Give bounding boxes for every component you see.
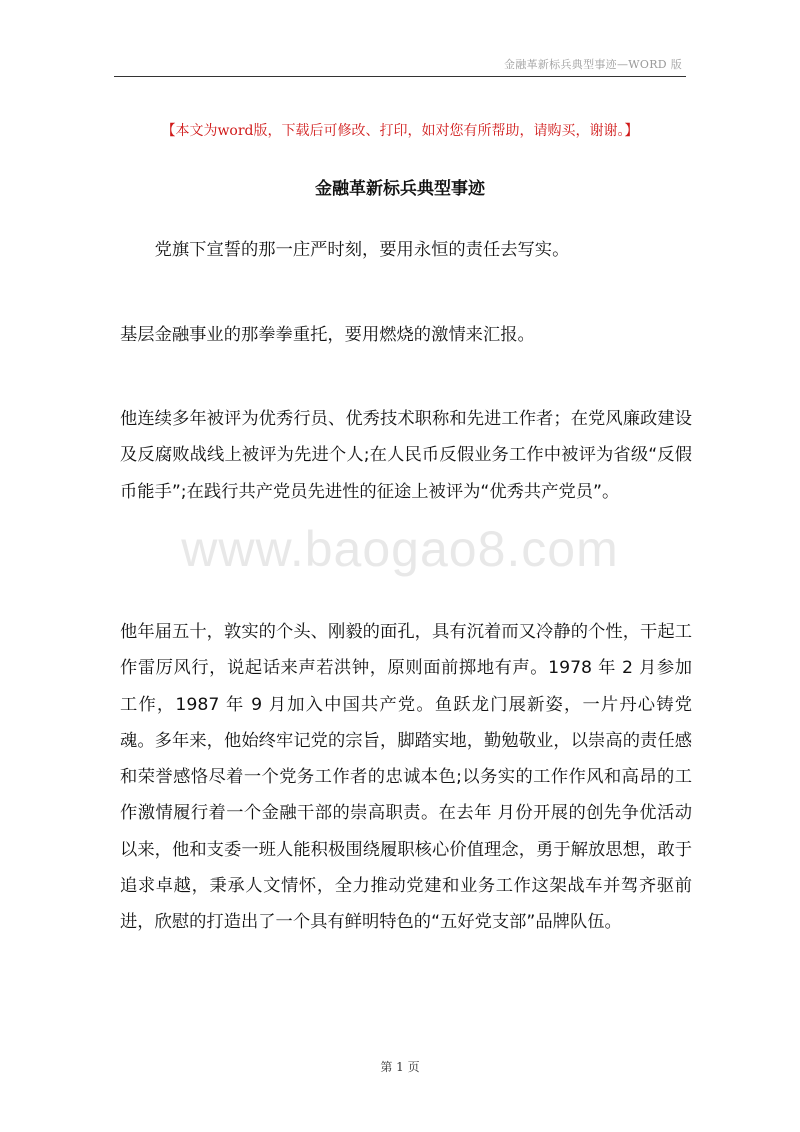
body-paragraph: 他年届五十，敦实的个头、刚毅的面孔，具有沉着而又冷静的个性，干起工作雷厉风行，说起话来声若洪钟，原则面前掷地有声。1978 年 2 月参加工作，1987 年 9 月加入中国共产党。鱼跃龙门展新姿，一片丹心铸党魂。多年来，他始终牢记党的宗旨，脚踏实地，勤勉敬业，以崇高的责任感和荣誉感恪尽着一个党务工作者的忠诚本色;以务实的工作作风和高昂的工作激情履行着一个金融干部的崇高职责。在去年 月份开展的创先争优活动以来，他和支委一班人能积极围绕履职核心价值理念，勇于解放思想，敢于追求卓越，秉承人文情怀，全力推动党建和业务工作这架战车并驾齐驱前进，欣慰的打造出了一个具有鲜明特色的“五好党支部”品牌队伍。 <box>120 622 692 933</box>
header-divider <box>114 76 686 77</box>
watermark: www.baogao8.com <box>181 521 619 577</box>
body-paragraph: 他连续多年被评为优秀行员、优秀技术职称和先进工作者；在党风廉政建设及反腐败战线上被评为先进个人;在人民币反假业务工作中被评为省级“反假币能手”;在践行共产党员先进性的征途上被评为“优秀共产党员”。 <box>120 409 692 502</box>
page-number: 第 1 页 <box>380 1060 420 1074</box>
document-title: 金融革新标兵典型事迹 <box>315 179 485 199</box>
download-notice: 【本文为word版，下载后可修改、打印，如对您有所帮助，请购买，谢谢。】 <box>161 123 639 139</box>
running-header: 金融革新标兵典型事迹—WORD 版 <box>503 58 682 71</box>
body-paragraph: 基层金融事业的那拳拳重托，要用燃烧的激情来汇报。 <box>120 325 535 345</box>
body-paragraph: 党旗下宣誓的那一庄严时刻，要用永恒的责任去写实。 <box>154 240 570 260</box>
